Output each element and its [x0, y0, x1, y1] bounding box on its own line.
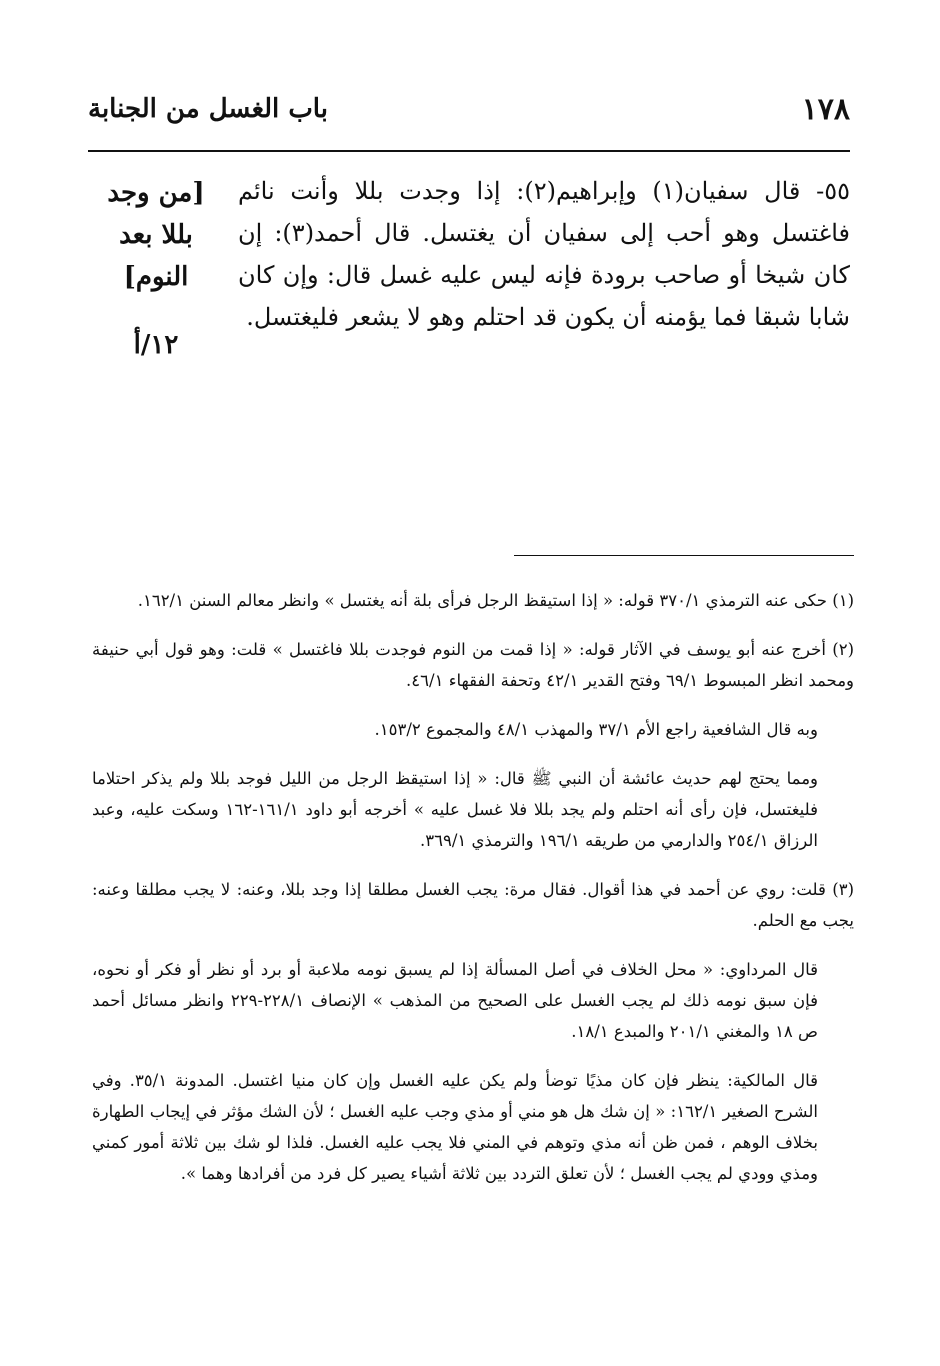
footnote: [92, 585, 854, 616]
header-divider: [88, 150, 850, 152]
footnote-text: حكى عنه الترمذي ٣٧٠/١ قوله: « إذا استيقظ الرجل فرأى بلة أنه يغتسل » وانظر معالم السنن ١٦٢/١.: [137, 591, 827, 610]
footnote-text: قال المرداوي: « محل الخلاف في أصل المسألة إذا لم يسبق نومه ملاعبة أو برد أو نظر أو فكر أو نحوه، فإن سبق نومه ذلك لم يجب الغسل على الصحيح من المذهب » الإنصاف ٢٢٨/١-٢٢٩ وانظر مسائل أحمد ص ١٨ والمغني ٢٠١/١ والمبدع ١٨/١.: [92, 960, 818, 1041]
manuscript-folio-marker: ١٢/أ: [133, 330, 179, 360]
margin-heading: [96, 172, 216, 298]
footnote-number: (١): [832, 591, 854, 610]
footnote-text: وبه قال الشافعية راجع الأم ٣٧/١ والمهذب ٤٨/١ والمجموع ١٥٣/٢.: [374, 720, 818, 739]
running-title: باب الغسل من الجنابة: [88, 94, 328, 124]
footnote-continuation: [92, 763, 854, 856]
footnote-text: أخرج عنه أبو يوسف في الآثار قوله: « إذا قمت من النوم فوجدت بللا فاغتسل » قلت: وهو قول أبي حنيفة ومحمد انظر المبسوط ٦٩/١ وفتح القدير ٤٢/١ وتحفة الفقهاء ٤٦/١.: [92, 640, 854, 690]
footnote-number: (٣): [832, 880, 854, 899]
footnote-text: قال المالكية: ينظر فإن كان مذيًا توضأ ولم يكن عليه الغسل وإن كان منيا اغتسل. المدونة ٣٥/١. وفي الشرح الصغير ١٦٢/١: « إن شك هل هو مني أو مذي وجب عليه الغسل ؛ لأن الشك مؤثر في إيجاب الطهارة بخلاف الوهم ، فمن ظن أنه مذي وتوهم في المني فلا يجب عليه الغسل. فلذا لو شك بين ثلاثة أمور كمني ومذي وودي لم يجب الغسل ؛ لأن تعلق التردد بين ثلاثة أشياء يصير كل فرد من أفرادها وهما ».: [92, 1071, 818, 1183]
page-number: ١٧٨: [801, 92, 850, 127]
footnote-continuation: [92, 1065, 854, 1189]
main-text-paragraph: ٥٥- قال سفيان(١) وإبراهيم(٢): إذا وجدت بللا وأنت نائم فاغتسل وهو أحب إلى سفيان أن يغتسل. قال أحمد(٣): إن كان شيخا أو صاحب برودة فإنه ليس عليه غسل قال: وإن كان شابا شبقا فما يؤمنه أن يكون قد احتلم وهو لا يشعر فليغتسل.: [238, 177, 850, 331]
footnote: [92, 634, 854, 696]
footnotes-section: [92, 585, 854, 1207]
footnote-text: قلت: روي عن أحمد في هذا أقوال. فقال مرة: يجب الغسل مطلقا إذا وجد بللا، وعنه: لا يجب مطلقا وعنه: يجب مع الحلم.: [92, 880, 854, 930]
margin-heading-line: بللا بعد: [119, 220, 193, 250]
margin-heading-line: النوم]: [123, 262, 189, 292]
footnote-continuation: [92, 954, 854, 1047]
footnote-number: (٢): [832, 640, 854, 659]
margin-heading-line: [من وجد: [107, 178, 205, 208]
footnote-text: ومما يحتج لهم حديث عائشة أن النبي ﷺ قال: « إذا استيقظ الرجل من الليل فوجد بللا ولم يذكر احتلاما فليغتسل، فإن رأى أنه احتلم ولم يجد بللا فلا غسل عليه » أخرجه أبو داود ١٦١/١-١٦٢ وسكت عليه، وعبد الرزاق ٢٥٤/١ والدارمي من طريقه ١٩٦/١ والترمذي ٣٦٩/١.: [92, 769, 818, 850]
page-header: [88, 88, 850, 142]
footnote-divider: [514, 555, 854, 556]
footnote-continuation: [92, 714, 854, 745]
footnote: [92, 874, 854, 936]
